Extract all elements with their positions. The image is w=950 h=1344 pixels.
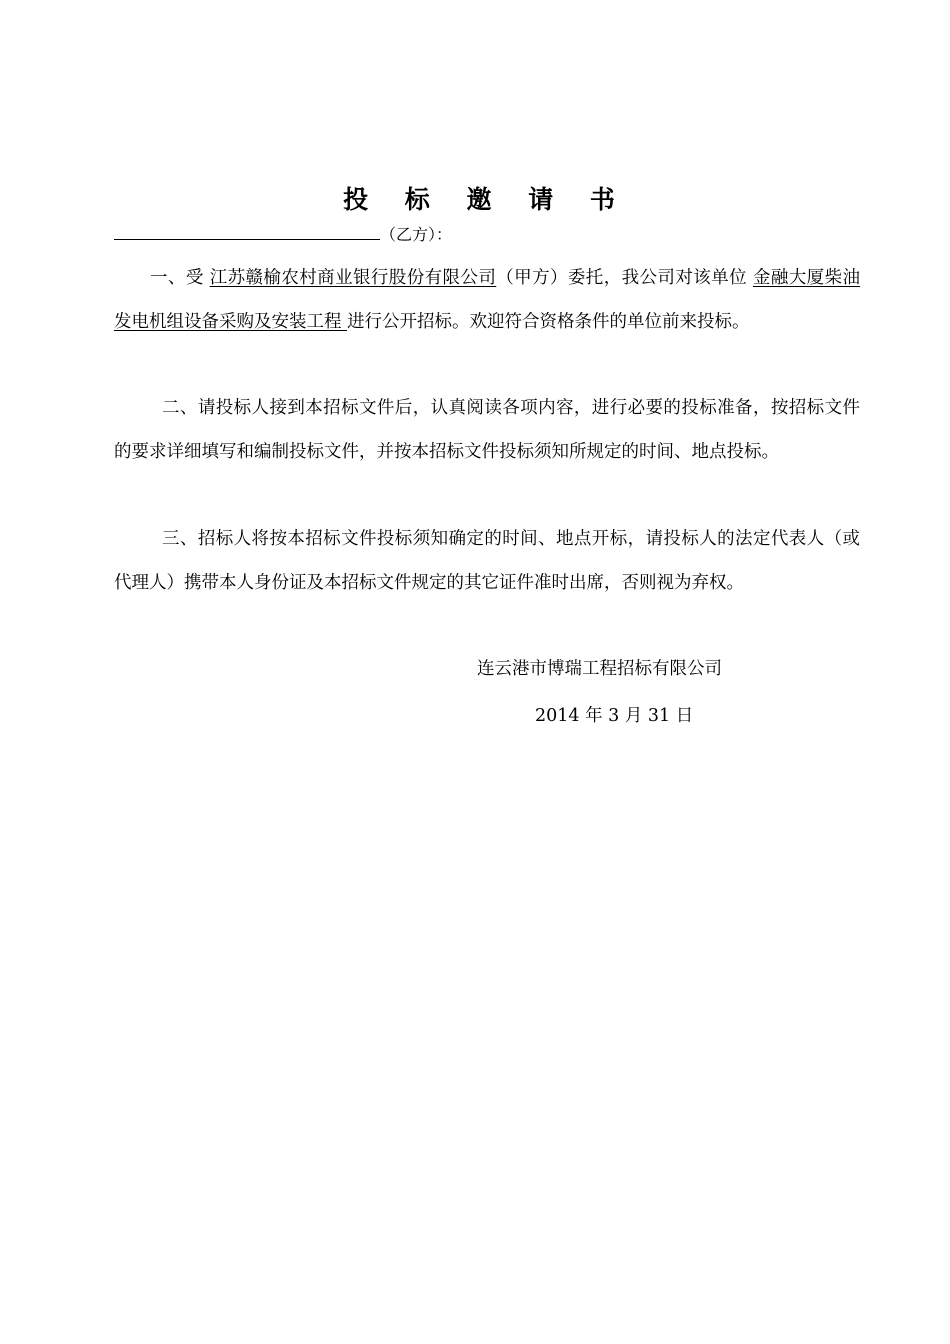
paragraph-1-mid: （甲方）委托，我公司对该单位 [496, 268, 753, 288]
signature-company: 连云港市博瑞工程招标有限公司 [477, 659, 722, 679]
addressee-blank [114, 222, 380, 240]
project-name: 金融大厦柴油发电机组设备采购及安装工程 [114, 268, 860, 332]
client-name: 江苏赣榆农村商业银行股份有限公司 [209, 268, 497, 288]
paragraph-1-tail: 进行公开招标。欢迎符合资格条件的单位前来投标。 [347, 312, 750, 332]
addressee-suffix: （乙方）： [380, 225, 453, 244]
paragraph-1-lead: 一、受 [150, 268, 210, 288]
signature-date: 2014 年 3 月 31 日 [535, 706, 694, 726]
paragraph-3: 三、招标人将按本招标文件投标须知确定的时间、地点开标，请投标人的法定代表人（或代理人）携带本人身份证及本招标文件规定的其它证件准时出席，否则视为弃权。 [114, 529, 860, 593]
addressee-line [114, 222, 452, 247]
document-title: 投 标 邀 请 书 [343, 185, 629, 214]
paragraph-2: 二、请投标人接到本招标文件后，认真阅读各项内容，进行必要的投标准备，按招标文件的要求详细填写和编制投标文件，并按本招标文件投标须知所规定的时间、地点投标。 [114, 398, 860, 462]
paragraph-1 [114, 256, 860, 344]
